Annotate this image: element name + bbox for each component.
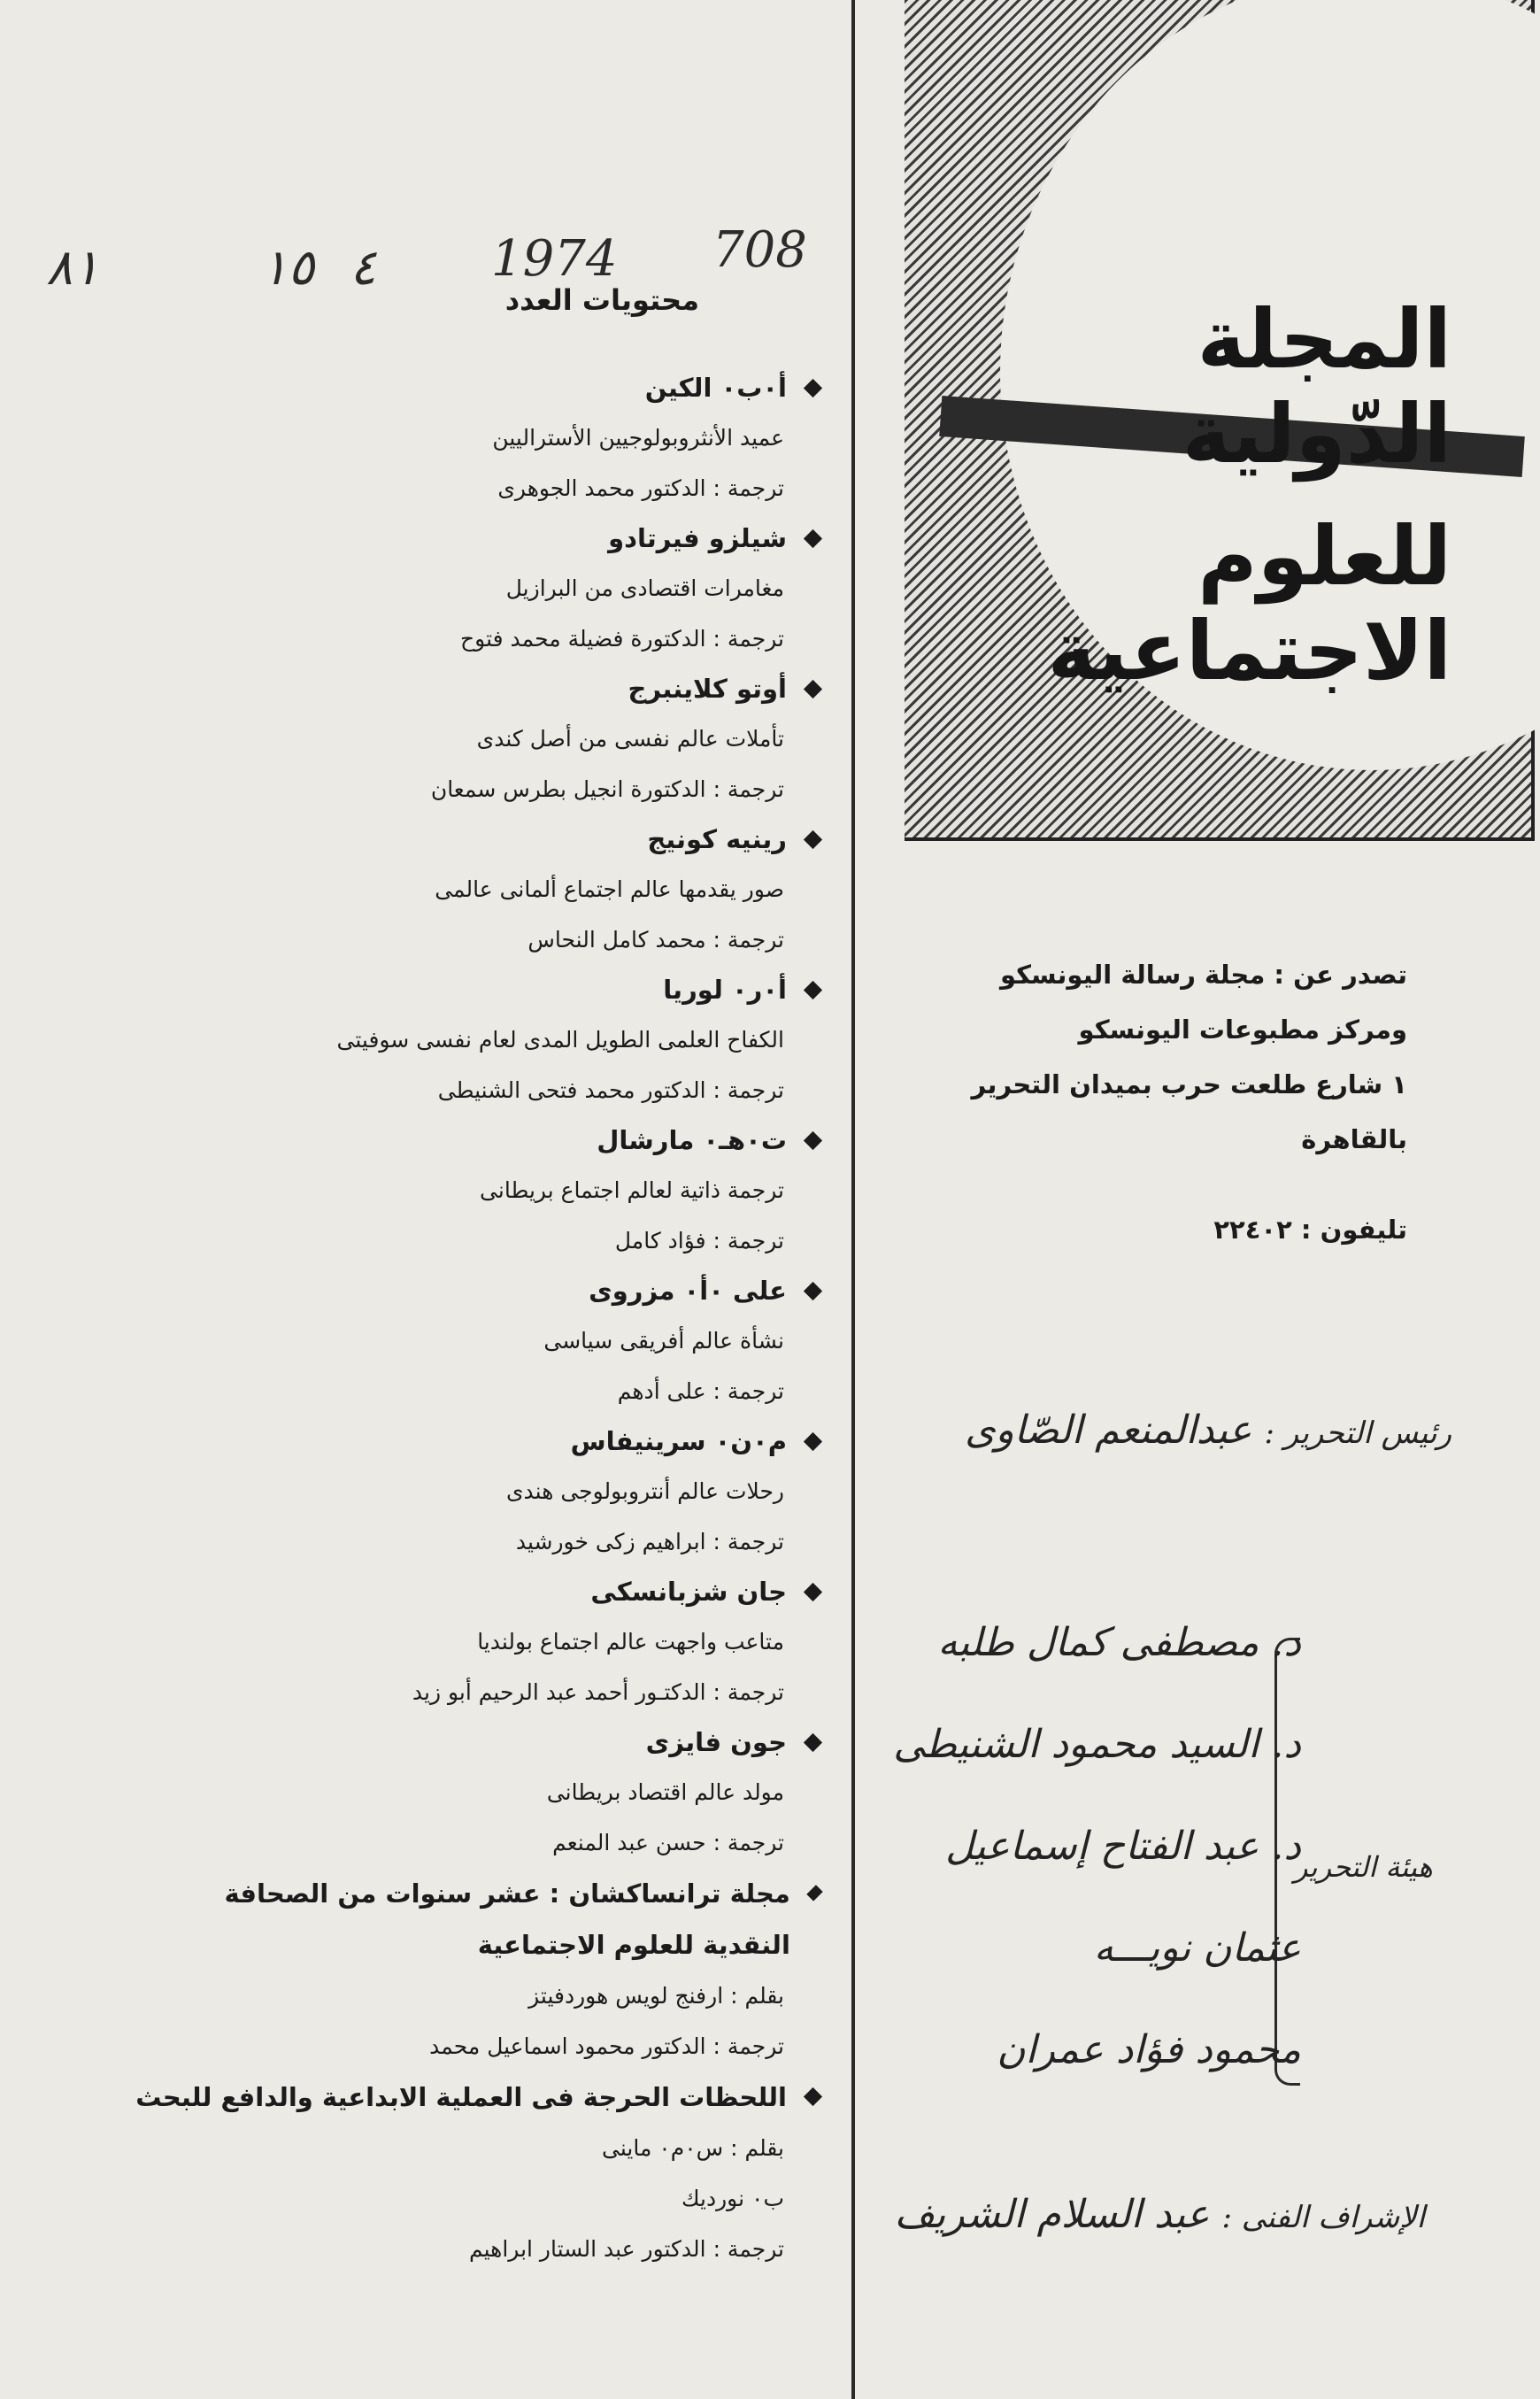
article-title: نشأة عالم أفريقى سياسى [543,1328,784,1354]
editor-name: عبدالمنعم الصّاوى [965,1408,1252,1453]
publisher-city: بالقاهرة [1301,1124,1407,1154]
byline: بقلم : ارفنج لويس هوردفيتز [528,1983,784,2009]
diamond-bullet-icon [806,1885,822,1901]
diamond-bullet-icon [804,2087,822,2106]
toc-author [133,1868,823,1971]
article-title: صور يقدمها عالم اجتماع ألمانى عالمى [435,876,784,902]
publisher-block [903,947,1407,1257]
handwritten-note: 1974 [491,230,618,288]
cover-emblem [905,0,1535,841]
toc-entry [133,1266,823,1416]
diamond-bullet-icon [804,679,822,698]
board-member: د. مصطفى كمال طلبه [937,1620,1301,1665]
toc-entry [133,513,823,664]
table-of-contents [133,363,823,2274]
publisher-line: ومركز مطبوعات اليونسكو [1078,1014,1407,1045]
diamond-bullet-icon [804,1431,822,1450]
board-member: محمود فؤاد عمران [997,2027,1301,2072]
toc-author [133,2071,823,2123]
art-label: الإشراف الفنى : [1221,2200,1425,2235]
handwritten-note: ٤ [350,239,377,297]
art-direction [894,2192,1425,2237]
translator: ترجمة : الدكتور محمد الجوهرى [497,475,784,501]
diamond-bullet-icon [804,980,822,999]
toc-entry [133,664,823,814]
editor-label: رئيس التحرير : [1264,1415,1451,1451]
toc-entry [133,2071,823,2274]
journal-title-line1: المجلة الدّولية [1182,292,1451,482]
author-name: أوتو كلاينبرج [628,674,787,704]
board-member: عثمان نويـــه [1093,1925,1301,1971]
toc-author [133,1567,823,1616]
toc-author [133,814,823,864]
author-name: ت٠هـ٠ مارشال [597,1125,787,1155]
publisher-phone: تليفون : ٢٢٤٠٢ [1213,1215,1407,1245]
board-member: د. عبد الفتاح إسماعيل [945,1824,1301,1869]
toc-entry [133,1416,823,1567]
byline: بقلم : س٠م٠ ماينى [601,2135,784,2161]
article-title: تأملات عالم نفسى من أصل كندى [476,726,784,752]
toc-author [133,1717,823,1767]
handwritten-note: ١٥ [261,239,315,297]
byline: ب٠ نورديك [681,2186,784,2211]
toc-author [133,513,823,563]
author-name: جون فايزى [645,1727,787,1757]
article-title: الكفاح العلمى الطويل المدى لعام نفسى سوفيتى [336,1027,784,1053]
article-heading: اللحظات الحرجة فى العملية الابداعية والدافع للبحث [135,2082,787,2112]
author-name: أ٠ب٠ الكين [644,373,787,403]
author-name: شيلزو فيرتادو [608,523,787,553]
translator: ترجمة : الدكتورة فضيلة محمد فتوح [460,626,784,652]
toc-author [133,363,823,413]
diamond-bullet-icon [804,829,822,848]
diamond-bullet-icon [804,1732,822,1751]
board-member: د. السيد محمود الشنيطى [893,1722,1301,1767]
toc-author [133,1115,823,1165]
translator: ترجمة : الدكتور محمود اسماعيل محمد [429,2033,784,2059]
journal-title-line2: للعلوم الاجتماعية [1047,509,1451,698]
article-heading: مجلة ترانساكشان : عشر سنوات من الصحافة النقدية للعلوم الاجتماعية [224,1878,790,1960]
article-title: عميد الأنثروبولوجيين الأستراليين [492,425,784,451]
author-name: جان شزبانسكى [590,1577,787,1607]
art-director-name: عبد السلام الشريف [894,2192,1210,2237]
board-label: هيئة التحرير [1294,1850,1433,1884]
toc-entry [133,1868,823,2071]
toc-entry [133,1567,823,1717]
toc-entry [133,1115,823,1266]
translator: ترجمة : الدكتورة انجيل بطرس سمعان [430,776,784,802]
translator: ترجمة : الدكتور محمد فتحى الشنيطى [437,1077,784,1103]
article-title: رحلات عالم أنتروبولوجى هندى [505,1478,784,1504]
editorial-board [893,1620,1301,2116]
translator: ترجمة : فؤاد كامل [614,1228,784,1253]
toc-author [133,1266,823,1315]
translator: ترجمة : ابراهيم زكى خورشيد [515,1529,784,1554]
translator: ترجمة : الدكتـور أحمد عبد الرحيم أبو زيد [412,1679,784,1705]
article-title: مغامرات اقتصادى من البرازيل [505,575,784,601]
toc-entry [133,814,823,965]
article-title: متاعب واجهت عالم اجتماع بولنديا [477,1629,784,1655]
diamond-bullet-icon [804,1281,822,1300]
author-name: على ٠أ٠ مزروى [589,1276,787,1306]
translator: ترجمة : حسن عبد المنعم [552,1830,784,1855]
toc-entry [133,363,823,513]
toc-author [133,1416,823,1466]
toc-author [133,664,823,714]
toc-author [133,965,823,1014]
column-divider [851,0,855,2399]
handwritten-note: ٨١ [46,239,100,297]
handwritten-note: 708 [712,221,807,279]
diamond-bullet-icon [804,528,822,547]
author-name: م٠ن٠ سرينيفاس [570,1426,787,1456]
editor-in-chief [938,1408,1451,1453]
diamond-bullet-icon [804,378,822,397]
author-name: أ٠ر٠ لوريا [663,975,787,1005]
article-title: مولد عالم اقتصاد بريطانى [546,1779,784,1805]
toc-entry [133,965,823,1115]
toc-entry [133,1717,823,1868]
publisher-line: تصدر عن : مجلة رسالة اليونسكو [999,960,1407,990]
diamond-bullet-icon [804,1130,822,1149]
publisher-address: ١ شارع طلعت حرب بميدان التحرير [971,1069,1407,1099]
translator: ترجمة : محمد كامل النحاس [527,927,784,953]
diamond-bullet-icon [804,1582,822,1601]
author-name: رينيه كونيج [647,824,787,854]
translator: ترجمة : على أدهم [617,1378,784,1404]
toc-title: محتويات العدد [504,283,699,317]
article-title: ترجمة ذاتية لعالم اجتماع بريطانى [480,1177,784,1203]
translator: ترجمة : الدكتور عبد الستار ابراهيم [468,2236,784,2262]
